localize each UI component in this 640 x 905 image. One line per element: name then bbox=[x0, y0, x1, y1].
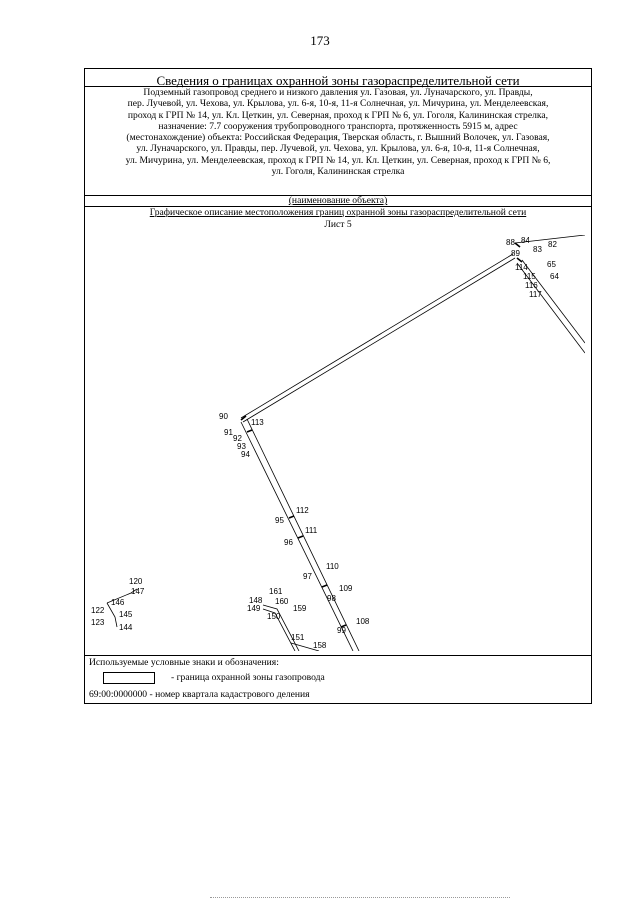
boundary-point-mark bbox=[298, 536, 303, 538]
description-line: (местонахождение) объекта: Российская Федерация, Тверская область, г. Вышний Волочек, ул. Газовая, bbox=[126, 132, 550, 144]
legend-boundary-row bbox=[89, 672, 325, 684]
point-label: 95 bbox=[275, 516, 284, 525]
footer-divider bbox=[210, 897, 510, 898]
point-label: 92 bbox=[233, 434, 242, 443]
boundary-symbol bbox=[103, 672, 155, 684]
description-line: проход к ГРП № 14, ул. Кл. Цеткин, ул. Северная, проход к ГРП № 6, ул. Гоголя, Калининская стрелка, bbox=[127, 109, 549, 121]
legend-title: Используемые условные знаки и обозначения: bbox=[89, 657, 279, 668]
point-label: 151 bbox=[291, 633, 305, 642]
point-label: 96 bbox=[284, 538, 293, 547]
divider bbox=[85, 655, 591, 656]
point-label: 123 bbox=[91, 618, 105, 627]
legend-cadastral-row bbox=[89, 689, 310, 700]
point-label: 159 bbox=[293, 604, 307, 613]
point-label: 110 bbox=[326, 562, 339, 571]
description-line: назначение: 7.7 сооружения трубопроводного транспорта, протяженность 5915 м, адрес bbox=[158, 120, 518, 132]
point-label: 161 bbox=[269, 587, 283, 596]
legend-cadastral-text: - номер квартала кадастрового деления bbox=[149, 689, 310, 700]
point-label: 65 bbox=[547, 260, 556, 269]
description-line: Подземный газопровод среднего и низкого давления ул. Газовая, ул. Луначарского, ул. Правды, bbox=[143, 87, 533, 98]
document-frame bbox=[84, 68, 592, 704]
object-description bbox=[89, 87, 587, 177]
point-label: 83 bbox=[533, 245, 542, 254]
boundary-point-mark bbox=[289, 516, 294, 518]
description-line: ул. Мичурина, ул. Менделеевская, проход к ГРП № 14, ул. Кл. Цеткин, ул. Северная, проход к ГРП № 6, bbox=[125, 154, 551, 166]
description-line: ул. Гоголя, Калининская стрелка bbox=[271, 166, 405, 178]
point-label: 150 bbox=[267, 612, 281, 621]
point-label: 144 bbox=[119, 623, 133, 632]
boundary-point-mark bbox=[515, 243, 520, 247]
boundary-point-mark bbox=[517, 258, 522, 262]
point-label: 114 bbox=[515, 263, 528, 272]
point-label: 113 bbox=[251, 418, 264, 427]
point-label: 89 bbox=[511, 249, 520, 258]
point-label: 97 bbox=[303, 572, 312, 581]
graphic-description-title: Графическое описание местоположения границ охранной зоны газораспределительной сети bbox=[149, 207, 527, 218]
boundary-line bbox=[241, 422, 353, 651]
point-label: 109 bbox=[339, 584, 353, 593]
point-label: 146 bbox=[111, 598, 125, 607]
point-label: 145 bbox=[119, 610, 133, 619]
document-title: Сведения о границах охранной зоны газораспределительной сети bbox=[156, 73, 520, 88]
boundary-line bbox=[241, 254, 513, 418]
boundary-point-mark bbox=[247, 430, 252, 432]
point-label: 112 bbox=[296, 506, 309, 515]
point-label: 98 bbox=[327, 594, 336, 603]
point-label: 147 bbox=[131, 587, 145, 596]
boundary-line bbox=[247, 419, 359, 651]
point-label: 84 bbox=[521, 236, 530, 245]
point-label: 94 bbox=[241, 450, 250, 459]
point-label: 122 bbox=[91, 606, 105, 615]
point-label: 91 bbox=[224, 428, 233, 437]
description-line: ул. Луначарского, ул. Правды, пер. Лучевой, ул. Чехова, ул. Крылова, ул. 6-я, 10-я, 11-я Солнечная, bbox=[136, 143, 540, 155]
cadastral-code: 69:00:0000000 bbox=[89, 689, 148, 700]
point-label: 64 bbox=[550, 272, 559, 281]
point-label: 115 bbox=[523, 272, 536, 281]
point-label: 108 bbox=[356, 617, 370, 626]
point-label: 160 bbox=[275, 597, 289, 606]
page-number: 173 bbox=[310, 33, 330, 48]
boundary-map bbox=[91, 235, 585, 651]
point-label: 90 bbox=[219, 412, 228, 421]
boundary-line bbox=[243, 258, 515, 422]
point-label: 120 bbox=[129, 577, 143, 586]
point-label: 148 bbox=[249, 596, 263, 605]
point-label: 116 bbox=[525, 281, 538, 290]
sheet-label: Лист 5 bbox=[324, 219, 352, 230]
point-label: 82 bbox=[548, 240, 557, 249]
legend-boundary-text: - граница охранной зоны газопровода bbox=[171, 672, 325, 684]
point-label: 99 bbox=[337, 626, 346, 635]
point-label: 158 bbox=[313, 641, 327, 650]
object-caption: (наименование объекта) bbox=[288, 195, 388, 206]
description-line: пер. Лучевой, ул. Чехова, ул. Крылова, ул. 6-я, 10-я, 11-я Солнечная, ул. Мичурина, ул. Менделеевская, bbox=[127, 98, 549, 110]
point-label: 111 bbox=[305, 526, 318, 535]
point-label: 93 bbox=[237, 442, 246, 451]
point-label: 149 bbox=[247, 604, 261, 613]
point-label: 88 bbox=[506, 238, 515, 247]
point-label: 117 bbox=[529, 290, 542, 299]
boundary-point-mark bbox=[322, 585, 327, 587]
